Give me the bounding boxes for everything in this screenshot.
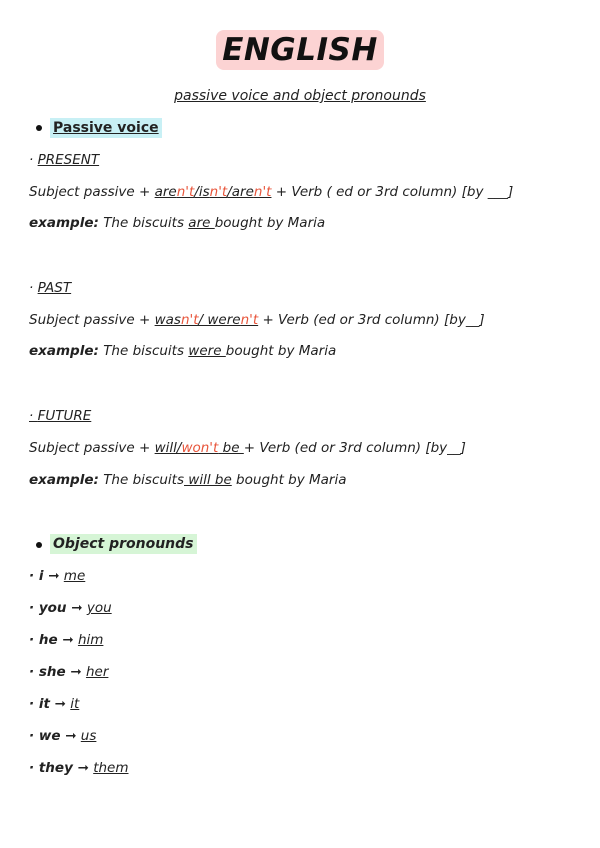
- negation-suffix: n't: [240, 312, 259, 328]
- pronoun-item: · we ➞ us: [29, 728, 97, 744]
- past-label-line: · PAST: [29, 280, 72, 296]
- example-label: example:: [29, 472, 99, 488]
- past-example: example: The biscuits were bought by Maria: [29, 343, 337, 359]
- bullet-dot: [36, 542, 42, 548]
- arrow-icon: ➞: [48, 568, 60, 584]
- document-title: ENGLISH: [216, 30, 384, 70]
- present-rule: Subject passive + aren't/isn't/aren't + Verb ( ed or 3rd column) [by ___]: [29, 184, 514, 200]
- arrow-icon: ➞: [77, 760, 89, 776]
- arrow-icon: ➞: [65, 728, 77, 744]
- pronoun-item: · it ➞ it: [29, 696, 80, 712]
- present-label: PRESENT: [37, 152, 100, 168]
- negation-suffix: n't: [176, 184, 195, 200]
- example-label: example:: [29, 215, 99, 231]
- past-rule: Subject passive + wasn't/ weren't + Verb (ed or 3rd column) [by__]: [29, 312, 485, 328]
- negation-suffix: n't: [209, 184, 228, 200]
- arrow-icon: ➞: [62, 632, 74, 648]
- section-heading-passive: Passive voice: [50, 118, 162, 138]
- present-label-line: · PRESENT: [29, 152, 100, 168]
- pronoun-item: · they ➞ them: [29, 760, 129, 776]
- pronoun-item: · she ➞ her: [29, 664, 109, 680]
- pronoun-item: · you ➞ you: [29, 600, 112, 616]
- negation-suffix: n't: [253, 184, 272, 200]
- arrow-icon: ➞: [71, 600, 83, 616]
- future-label: FUTURE: [37, 408, 92, 424]
- future-example: example: The biscuits will be bought by Maria: [29, 472, 347, 488]
- negation-suffix: n't: [180, 312, 199, 328]
- past-form: / were: [198, 312, 241, 328]
- pronoun-item: · he ➞ him: [29, 632, 104, 648]
- present-form: are: [154, 184, 177, 200]
- past-label: PAST: [37, 280, 72, 296]
- section-heading-pronouns: Object pronounds: [50, 534, 197, 554]
- bullet-dot: [36, 125, 42, 131]
- present-form: /are: [227, 184, 254, 200]
- arrow-icon: ➞: [54, 696, 66, 712]
- negation-suffix: won't: [181, 440, 219, 456]
- future-label-line: · FUTURE: [29, 408, 92, 424]
- arrow-icon: ➞: [70, 664, 82, 680]
- future-rule: Subject passive + will/won't be + Verb (ed or 3rd column) [by__]: [29, 440, 466, 456]
- example-label: example:: [29, 343, 99, 359]
- pronoun-item: · i ➞ me: [29, 568, 86, 584]
- present-example: example: The biscuits are bought by Maria: [29, 215, 326, 231]
- past-form: was: [154, 312, 181, 328]
- present-form: /is: [194, 184, 210, 200]
- document-subtitle: passive voice and object pronounds: [174, 88, 426, 104]
